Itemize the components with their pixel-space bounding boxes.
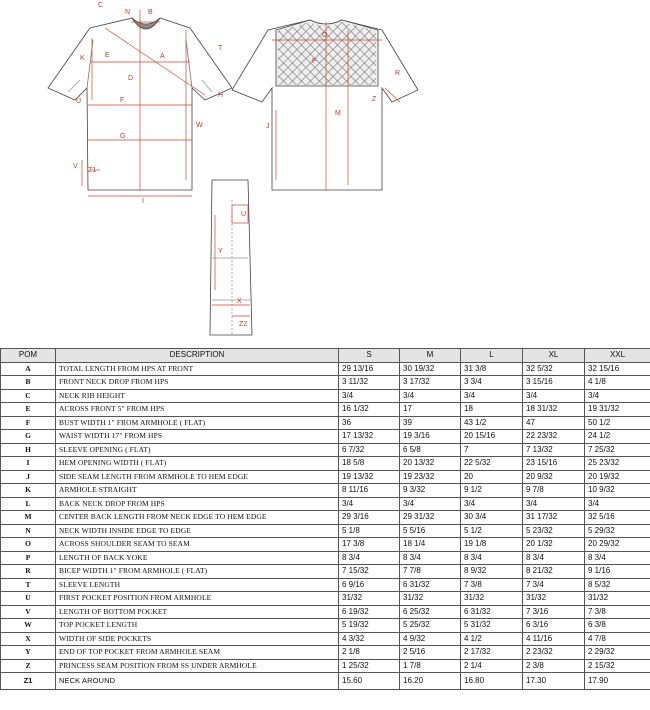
size-m-value: 6 5/8	[400, 443, 461, 457]
table-row	[1, 362, 650, 376]
table-row	[1, 457, 650, 471]
garment-technical-sketch	[0, 0, 650, 345]
size-s-value: 3/4	[339, 389, 400, 403]
table-row	[1, 376, 650, 390]
pom-code: P	[1, 551, 56, 565]
size-s-value: 2 1/8	[339, 646, 400, 660]
pom-code: Z	[1, 659, 56, 673]
pom-code: J	[1, 470, 56, 484]
table-row	[1, 619, 650, 633]
size-l-value: 31 3/8	[461, 362, 523, 376]
size-s-value: 6 9/16	[339, 578, 400, 592]
size-l-value: 5 31/32	[461, 619, 523, 633]
svg-text:R: R	[395, 70, 401, 77]
size-l-value: 16.80	[461, 673, 523, 690]
table-body	[1, 362, 650, 690]
size-xxl-value: 25 23/32	[585, 457, 650, 471]
size-m-value: 19 3/16	[400, 430, 461, 444]
svg-text:W: W	[196, 122, 203, 129]
size-l-value: 20 15/16	[461, 430, 523, 444]
svg-text:G: G	[120, 133, 126, 140]
pom-description: WIDTH OF SIDE POCKETS	[56, 632, 339, 646]
table-row	[1, 673, 650, 690]
table-row	[1, 470, 650, 484]
size-xl-value: 2 23/32	[523, 646, 585, 660]
size-xl-value: 22 23/32	[523, 430, 585, 444]
size-s-value: 5 1/8	[339, 524, 400, 538]
size-l-value: 19 1/8	[461, 538, 523, 552]
pom-code: K	[1, 484, 56, 498]
size-s-value: 17 13/32	[339, 430, 400, 444]
pom-code: V	[1, 605, 56, 619]
pom-description: SLEEVE OPENING ( FLAT)	[56, 443, 339, 457]
size-m-value: 18 1/4	[400, 538, 461, 552]
table-row	[1, 646, 650, 660]
pom-description: ACROSS FRONT 5" FROM HPS	[56, 403, 339, 417]
size-m-value: 16.20	[400, 673, 461, 690]
size-xxl-value: 6 3/8	[585, 619, 650, 633]
size-xl-value: 6 3/16	[523, 619, 585, 633]
table-row	[1, 565, 650, 579]
size-s-value: 6 7/32	[339, 443, 400, 457]
size-xl-value: 31/32	[523, 592, 585, 606]
size-l-value: 31/32	[461, 592, 523, 606]
size-s-value: 29 13/16	[339, 362, 400, 376]
size-m-value: 9 3/32	[400, 484, 461, 498]
table-row	[1, 632, 650, 646]
size-xxl-value: 2 29/32	[585, 646, 650, 660]
size-xxl-value: 3/4	[585, 497, 650, 511]
size-l-value: 3/4	[461, 389, 523, 403]
size-xxl-value: 7 25/32	[585, 443, 650, 457]
size-s-value: 3 11/32	[339, 376, 400, 390]
size-s-value: 8 3/4	[339, 551, 400, 565]
pom-description: ARMHOLE STRAIGHT	[56, 484, 339, 498]
svg-text:P: P	[312, 58, 317, 65]
pom-code: T	[1, 578, 56, 592]
size-l-value: 7	[461, 443, 523, 457]
size-l-value: 43 1/2	[461, 416, 523, 430]
pom-code: U	[1, 592, 56, 606]
svg-text:Z: Z	[372, 96, 377, 103]
svg-text:O: O	[322, 32, 328, 39]
pom-description: WAIST WIDTH 17" FROM HPS	[56, 430, 339, 444]
svg-text:Z2: Z2	[239, 321, 248, 328]
pom-description: PRINCESS SEAM POSITION FROM SS UNDER ARMHOLE	[56, 659, 339, 673]
size-xl-value: 3 15/16	[523, 376, 585, 390]
size-l-value: 8 3/4	[461, 551, 523, 565]
size-xl-value: 3/4	[523, 389, 585, 403]
table-row	[1, 592, 650, 606]
pom-code: Z1	[1, 673, 56, 690]
table-row	[1, 551, 650, 565]
size-l-value: 9 1/2	[461, 484, 523, 498]
size-l-value: 8 9/32	[461, 565, 523, 579]
size-s-value: 36	[339, 416, 400, 430]
svg-text:Y: Y	[218, 248, 223, 255]
pom-description: BICEP WIDTH 1" FROM ARMHOLE ( FLAT)	[56, 565, 339, 579]
size-m-value: 4 9/32	[400, 632, 461, 646]
table-row	[1, 403, 650, 417]
svg-text:X: X	[237, 298, 242, 305]
svg-text:I: I	[142, 198, 144, 205]
pom-code: N	[1, 524, 56, 538]
size-xxl-value: 5 29/32	[585, 524, 650, 538]
header-size-l: L	[461, 349, 523, 363]
size-xxl-value: 9 1/16	[585, 565, 650, 579]
table-row	[1, 578, 650, 592]
size-s-value: 19 13/32	[339, 470, 400, 484]
table-row	[1, 659, 650, 673]
pom-description: FRONT NECK DROP FROM HPS	[56, 376, 339, 390]
pom-code: E	[1, 403, 56, 417]
size-s-value: 6 19/32	[339, 605, 400, 619]
size-m-value: 8 3/4	[400, 551, 461, 565]
size-m-value: 29 31/32	[400, 511, 461, 525]
size-m-value: 5 25/32	[400, 619, 461, 633]
size-xxl-value: 20 29/32	[585, 538, 650, 552]
pom-code: I	[1, 457, 56, 471]
size-l-value: 22 5/32	[461, 457, 523, 471]
pom-description: LENGTH OF BACK YOKE	[56, 551, 339, 565]
svg-text:C: C	[98, 2, 104, 9]
svg-text:M: M	[335, 110, 341, 117]
size-m-value: 17	[400, 403, 461, 417]
size-xxl-value: 2 15/32	[585, 659, 650, 673]
pom-code: B	[1, 376, 56, 390]
size-l-value: 4 1/2	[461, 632, 523, 646]
size-s-value: 17 3/8	[339, 538, 400, 552]
svg-text:A: A	[160, 53, 165, 60]
size-xxl-value: 4 7/8	[585, 632, 650, 646]
pom-code: A	[1, 362, 56, 376]
size-m-value: 30 19/32	[400, 362, 461, 376]
size-xxl-value: 32 5/16	[585, 511, 650, 525]
size-m-value: 6 25/32	[400, 605, 461, 619]
size-s-value: 18 5/8	[339, 457, 400, 471]
size-xl-value: 23 15/16	[523, 457, 585, 471]
size-m-value: 3/4	[400, 389, 461, 403]
svg-text:Z1: Z1	[88, 167, 97, 174]
size-xl-value: 20 9/32	[523, 470, 585, 484]
size-xl-value: 7 13/32	[523, 443, 585, 457]
size-xxl-value: 50 1/2	[585, 416, 650, 430]
svg-text:T: T	[218, 45, 223, 52]
size-m-value: 5 5/16	[400, 524, 461, 538]
size-xl-value: 3/4	[523, 497, 585, 511]
pom-code: R	[1, 565, 56, 579]
svg-text:U: U	[241, 211, 247, 218]
size-xl-value: 7 3/16	[523, 605, 585, 619]
header-size-m: M	[400, 349, 461, 363]
pom-description: END OF TOP POCKET FROM ARMHOLE SEAM	[56, 646, 339, 660]
pom-description: TOP POCKET LENGTH	[56, 619, 339, 633]
size-xxl-value: 19 31/32	[585, 403, 650, 417]
pom-code: M	[1, 511, 56, 525]
table-row	[1, 484, 650, 498]
size-xl-value: 8 3/4	[523, 551, 585, 565]
size-xxl-value: 8 3/4	[585, 551, 650, 565]
size-l-value: 3/4	[461, 497, 523, 511]
size-m-value: 31/32	[400, 592, 461, 606]
size-m-value: 7 7/8	[400, 565, 461, 579]
size-s-value: 16 1/32	[339, 403, 400, 417]
size-s-value: 1 25/32	[339, 659, 400, 673]
size-xxl-value: 17.90	[585, 673, 650, 690]
svg-text:H: H	[218, 92, 224, 99]
pom-description: SIDE SEAM LENGTH FROM ARMHOLE TO HEM EDGE	[56, 470, 339, 484]
table-row	[1, 605, 650, 619]
pom-description: BUST WIDTH 1" FROM ARMHOLE ( FLAT)	[56, 416, 339, 430]
svg-text:K: K	[80, 55, 85, 62]
pom-code: G	[1, 430, 56, 444]
svg-text:E: E	[105, 52, 110, 59]
size-xl-value: 5 23/32	[523, 524, 585, 538]
header-pom: POM	[1, 349, 56, 363]
size-l-value: 20	[461, 470, 523, 484]
size-l-value: 18	[461, 403, 523, 417]
table-row	[1, 511, 650, 525]
size-l-value: 2 1/4	[461, 659, 523, 673]
size-xxl-value: 20 19/32	[585, 470, 650, 484]
size-xl-value: 4 11/16	[523, 632, 585, 646]
table-row	[1, 443, 650, 457]
pom-code: F	[1, 416, 56, 430]
size-l-value: 7 3/8	[461, 578, 523, 592]
size-s-value: 7 15/32	[339, 565, 400, 579]
header-size-xl: XL	[523, 349, 585, 363]
pom-code: C	[1, 389, 56, 403]
table-row	[1, 524, 650, 538]
size-m-value: 3/4	[400, 497, 461, 511]
size-l-value: 30 3/4	[461, 511, 523, 525]
pom-description: SLEEVE LENGTH	[56, 578, 339, 592]
size-xl-value: 2 3/8	[523, 659, 585, 673]
pom-description: LENGTH OF BOTTOM POCKET	[56, 605, 339, 619]
header-description: DESCRIPTION	[56, 349, 339, 363]
pom-description: NECK WIDTH INSIDE EDGE TO EDGE	[56, 524, 339, 538]
table-header-row	[1, 349, 650, 363]
size-s-value: 29 3/16	[339, 511, 400, 525]
pom-description: NECK AROUND	[56, 673, 339, 690]
size-xl-value: 20 1/32	[523, 538, 585, 552]
size-m-value: 19 23/32	[400, 470, 461, 484]
table-row	[1, 538, 650, 552]
size-s-value: 31/32	[339, 592, 400, 606]
size-xxl-value: 24 1/2	[585, 430, 650, 444]
side-pocket-sketch	[210, 180, 252, 335]
size-m-value: 3 17/32	[400, 376, 461, 390]
svg-text:D: D	[128, 75, 134, 82]
pom-description: HEM OPENING WIDTH ( FLAT)	[56, 457, 339, 471]
svg-text:V: V	[73, 163, 78, 170]
size-xl-value: 8 21/32	[523, 565, 585, 579]
size-xxl-value: 3/4	[585, 389, 650, 403]
pom-description: FIRST POCKET POSITION FROM ARMHOLE	[56, 592, 339, 606]
pom-code: Y	[1, 646, 56, 660]
size-s-value: 8 11/16	[339, 484, 400, 498]
size-xl-value: 18 31/32	[523, 403, 585, 417]
pom-description: TOTAL LENGTH FROM HPS AT FRONT	[56, 362, 339, 376]
table-row	[1, 497, 650, 511]
size-s-value: 4 3/32	[339, 632, 400, 646]
pom-code: H	[1, 443, 56, 457]
size-m-value: 2 5/16	[400, 646, 461, 660]
svg-text:F: F	[120, 97, 125, 104]
size-l-value: 5 1/2	[461, 524, 523, 538]
size-s-value: 3/4	[339, 497, 400, 511]
size-l-value: 2 17/32	[461, 646, 523, 660]
pom-code: L	[1, 497, 56, 511]
measurement-spec-table	[0, 348, 650, 690]
size-xxl-value: 8 5/32	[585, 578, 650, 592]
size-xxl-value: 4 1/8	[585, 376, 650, 390]
size-xl-value: 31 17/32	[523, 511, 585, 525]
header-size-xxl: XXL	[585, 349, 650, 363]
size-m-value: 6 31/32	[400, 578, 461, 592]
size-xl-value: 32 5/32	[523, 362, 585, 376]
size-xxl-value: 7 3/8	[585, 605, 650, 619]
svg-text:B: B	[148, 9, 153, 16]
size-xxl-value: 10 9/32	[585, 484, 650, 498]
svg-text:U: U	[76, 98, 82, 105]
svg-text:N: N	[125, 9, 131, 16]
pom-description: NECK RIB HEIGHT	[56, 389, 339, 403]
size-m-value: 39	[400, 416, 461, 430]
size-xxl-value: 32 15/16	[585, 362, 650, 376]
size-s-value: 15.60	[339, 673, 400, 690]
table-row	[1, 389, 650, 403]
header-size-s: S	[339, 349, 400, 363]
size-m-value: 1 7/8	[400, 659, 461, 673]
svg-text:J: J	[266, 123, 270, 130]
size-xl-value: 47	[523, 416, 585, 430]
size-xl-value: 9 7/8	[523, 484, 585, 498]
pom-description: BACK NECK DROP FROM HPS	[56, 497, 339, 511]
pom-code: X	[1, 632, 56, 646]
size-xl-value: 17.30	[523, 673, 585, 690]
table-row	[1, 416, 650, 430]
size-l-value: 3 3/4	[461, 376, 523, 390]
size-s-value: 5 19/32	[339, 619, 400, 633]
pom-code: W	[1, 619, 56, 633]
pom-description: ACROSS SHOULDER SEAM TO SEAM	[56, 538, 339, 552]
table-row	[1, 430, 650, 444]
pom-code: O	[1, 538, 56, 552]
size-m-value: 20 13/32	[400, 457, 461, 471]
size-xl-value: 7 3/4	[523, 578, 585, 592]
size-l-value: 6 31/32	[461, 605, 523, 619]
size-xxl-value: 31/32	[585, 592, 650, 606]
pom-description: CENTER BACK LENGTH FROM NECK EDGE TO HEM EDGE	[56, 511, 339, 525]
